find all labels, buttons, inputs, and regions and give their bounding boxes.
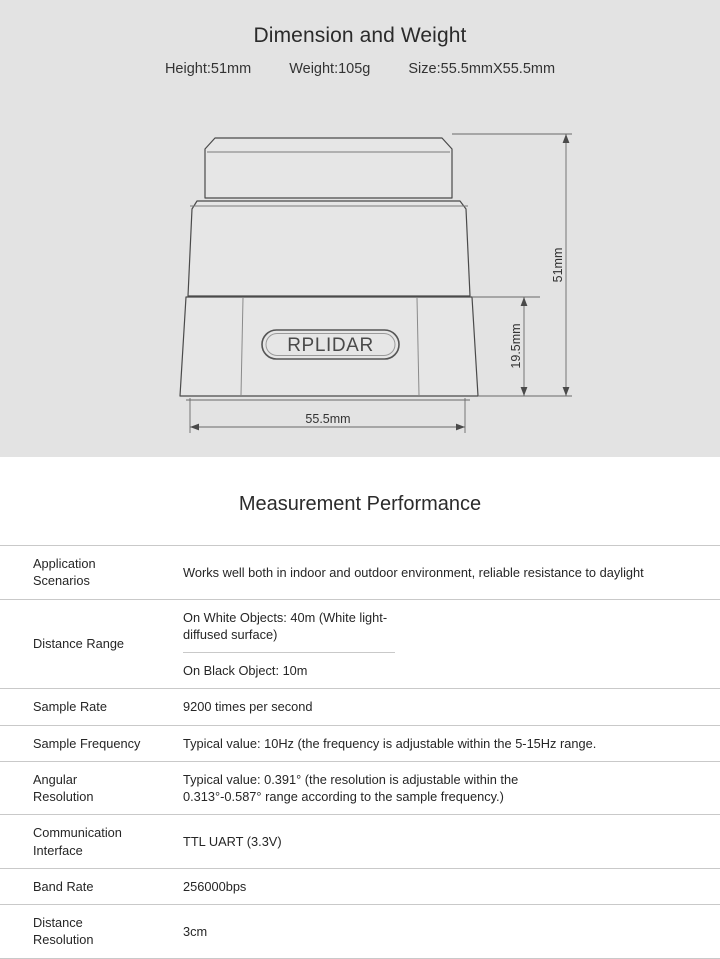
table-row (0, 725, 720, 761)
row-value-communication-interface (183, 815, 720, 869)
value-line: On White Objects: 40m (White light-diffused surface) (183, 609, 395, 654)
label-line: Resolution (33, 789, 94, 805)
value-line: Typical value: 0.391° (the resolution is adjustable within the (183, 771, 519, 787)
table-row (0, 868, 720, 904)
label-line: Sample Frequency (33, 735, 141, 751)
label-line: Application (33, 556, 96, 571)
row-value-angular-resolution (183, 761, 720, 815)
label-line: Interface (33, 842, 83, 858)
row-label-sample-rate (0, 689, 183, 725)
row-value-band-rate (183, 868, 720, 904)
label-line: Angular (33, 771, 78, 787)
row-label-band-rate (0, 868, 183, 904)
row-value-sample-rate (183, 689, 720, 725)
product-top-tier (205, 138, 452, 198)
label-line: Distance Range (33, 636, 125, 652)
label-line: Band Rate (33, 878, 94, 894)
row-value-distance-range (183, 599, 720, 689)
row-label-distance-range (0, 599, 183, 689)
measurement-performance-section (0, 457, 720, 948)
value-line: 256000bps (183, 878, 247, 894)
row-label-communication-interface (0, 815, 183, 869)
label-total-height: 51mm (551, 247, 565, 283)
label-line: Resolution (33, 932, 94, 948)
rplidar-badge-text: RPLIDAR (287, 335, 374, 356)
row-label-sample-frequency (0, 725, 183, 761)
measurement-section-title: Measurement Performance (238, 493, 482, 515)
row-label-distance-resolution (0, 905, 183, 959)
value-line: Works well both in indoor and outdoor environment, reliable resistance to daylight (183, 564, 644, 580)
table-row (0, 599, 720, 689)
value-line: Typical value: 10Hz (the frequency is adjustable within the 5-15Hz range. (183, 735, 597, 751)
table-row (0, 689, 720, 725)
label-line: Distance (33, 915, 83, 931)
product-technical-drawing (0, 0, 720, 457)
table-row (0, 761, 720, 815)
label-width: 55.5mm (305, 412, 351, 426)
specification-table (0, 545, 720, 959)
value-line: 3cm (183, 923, 208, 939)
row-value-sample-frequency (183, 725, 720, 761)
spec-weight: Weight:105g (289, 61, 371, 77)
value-line: TTL UART (3.3V) (183, 834, 282, 850)
label-line: Scenarios (33, 573, 90, 589)
table-row (0, 905, 720, 959)
label-line: Sample Rate (33, 699, 107, 715)
label-line: Communication (33, 825, 122, 841)
label-base-height: 19.5mm (509, 323, 523, 369)
dimension-and-weight-panel (0, 0, 720, 457)
dimension-section-title: Dimension and Weight (253, 24, 467, 47)
value-line: On Black Object: 10m (183, 663, 308, 679)
row-label-application-scenarios (0, 546, 183, 600)
row-value-application-scenarios (183, 546, 720, 600)
row-label-angular-resolution (0, 761, 183, 815)
value-line: 0.313°-0.587° range according to the sample frequency.) (183, 789, 504, 805)
product-middle-tier (188, 201, 470, 296)
spec-size: Size:55.5mmX55.5mm (408, 61, 556, 77)
spec-height: Height:51mm (164, 61, 252, 77)
value-line: 9200 times per second (183, 699, 313, 715)
table-row (0, 546, 720, 600)
table-row (0, 815, 720, 869)
row-value-distance-resolution (183, 905, 720, 959)
